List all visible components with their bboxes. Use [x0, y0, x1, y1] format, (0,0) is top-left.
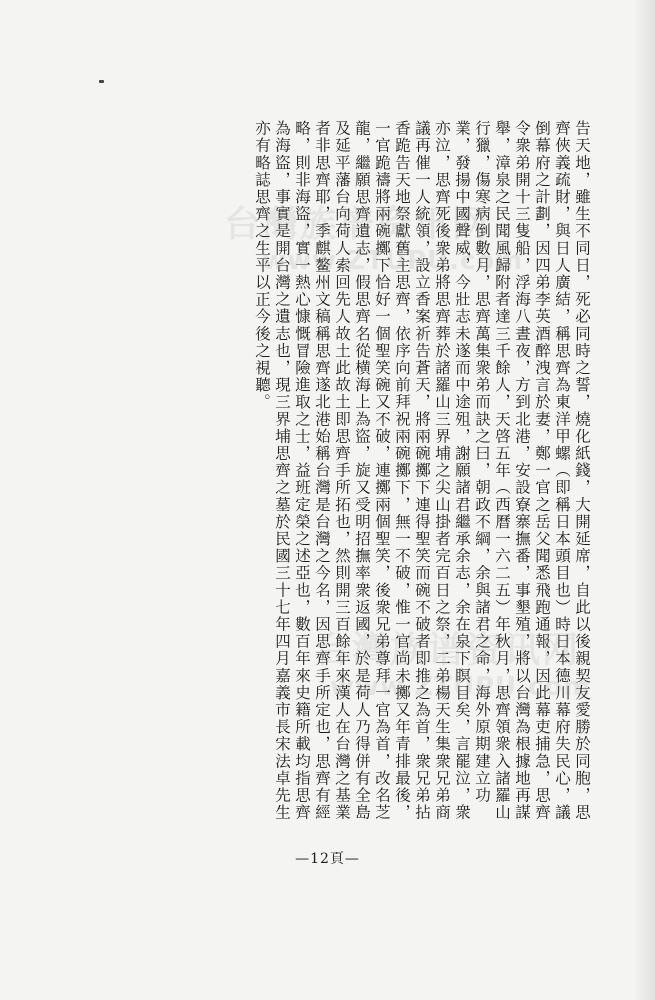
watermark-url: www.ZTUPU.com [330, 672, 592, 702]
watermark-text: 台灣族谱资讯网 [314, 630, 581, 671]
watermark-text: 台灣族谱资讯网 [224, 204, 491, 245]
body-paragraph: 告天地，雖生不同日，死必同時之誓，燒化紙錢，大開延席，自此以後親契友愛勝於同胞，思齊俠義疏財，與日人廣結，稱思齊為東洋甲螺（即稱日本頭目也）時日本德川幕府失民心，議倒幕府之計劃，因四弟李英酒醉洩言於妻，鄭一官之岳父聞悉飛跑通報，因此幕吏捕急，思齊令衆弟開十三隻船，浮海八晝夜，方到北港，安設寮寨撫番，事墾殖，將以台灣為根據地再謀舉，漳泉之民聞風歸附者達三千餘人，天啓五年（西曆一六二五）年秋月，思齊領衆入諸羅山行獵，傷寒病倒數月，思齊萬集衆弟而訣之曰，朝政不綱，余與諸君之命，海外原期建立功業，發揚中國聲威，今壯志未遂而中途殂，謝願諸君繼承余志，余在泉下瞑目矣，言罷泣，衆亦泣，思齊死後衆弟將思齊葬於諸羅山三界埔之尖山掛者完百日之祭，二弟楊天生集衆兄弟商議再催一人統領，設立香案祈告蒼天，將兩碗擲下連得聖笑而碗不破者即推之為首，衆兄弟拈香跪告天地祭獻舊主思齊，依序向前拜祝兩碗擲下，無一不破，惟一官尚未擲又年青排最後，一官跪禱將兩碗擲下恰好一個聖笑碗又不破，連擲兩個聖笑，後衆兄弟尊拜一官為首，改名芝龍，繼願思齊遺志，假思齊名從横海上為盜，旋又受明招撫率衆返國，於是荷人乃得併有全島及延平藩台向荷人索回先人故土此故土即思齊手所拓也，然則開三百餘年來漢人在台灣之基業者非思齊耶，季麒鳌州文稿稱思齊遂北港始稱台灣是台灣之今名，因思齊手所定也，思齊有經略，則非海盜，實一熱心慷慨冒險進取之士，益班定榮之述亞也，數百年來史籍所載均指思齊為海盜，事實是開台灣之遺志也，現三界埔思齊之墓於民國三十七年四月嘉義市長宋法卓先生亦有略誌思齊之生平以正今後之視聽。 [253, 120, 591, 822]
page-number: —12頁— [295, 851, 360, 867]
watermark-url: www.ZTUPU.com [262, 246, 524, 276]
vertical-text-block [70, 120, 592, 832]
scan-speck [99, 80, 104, 83]
